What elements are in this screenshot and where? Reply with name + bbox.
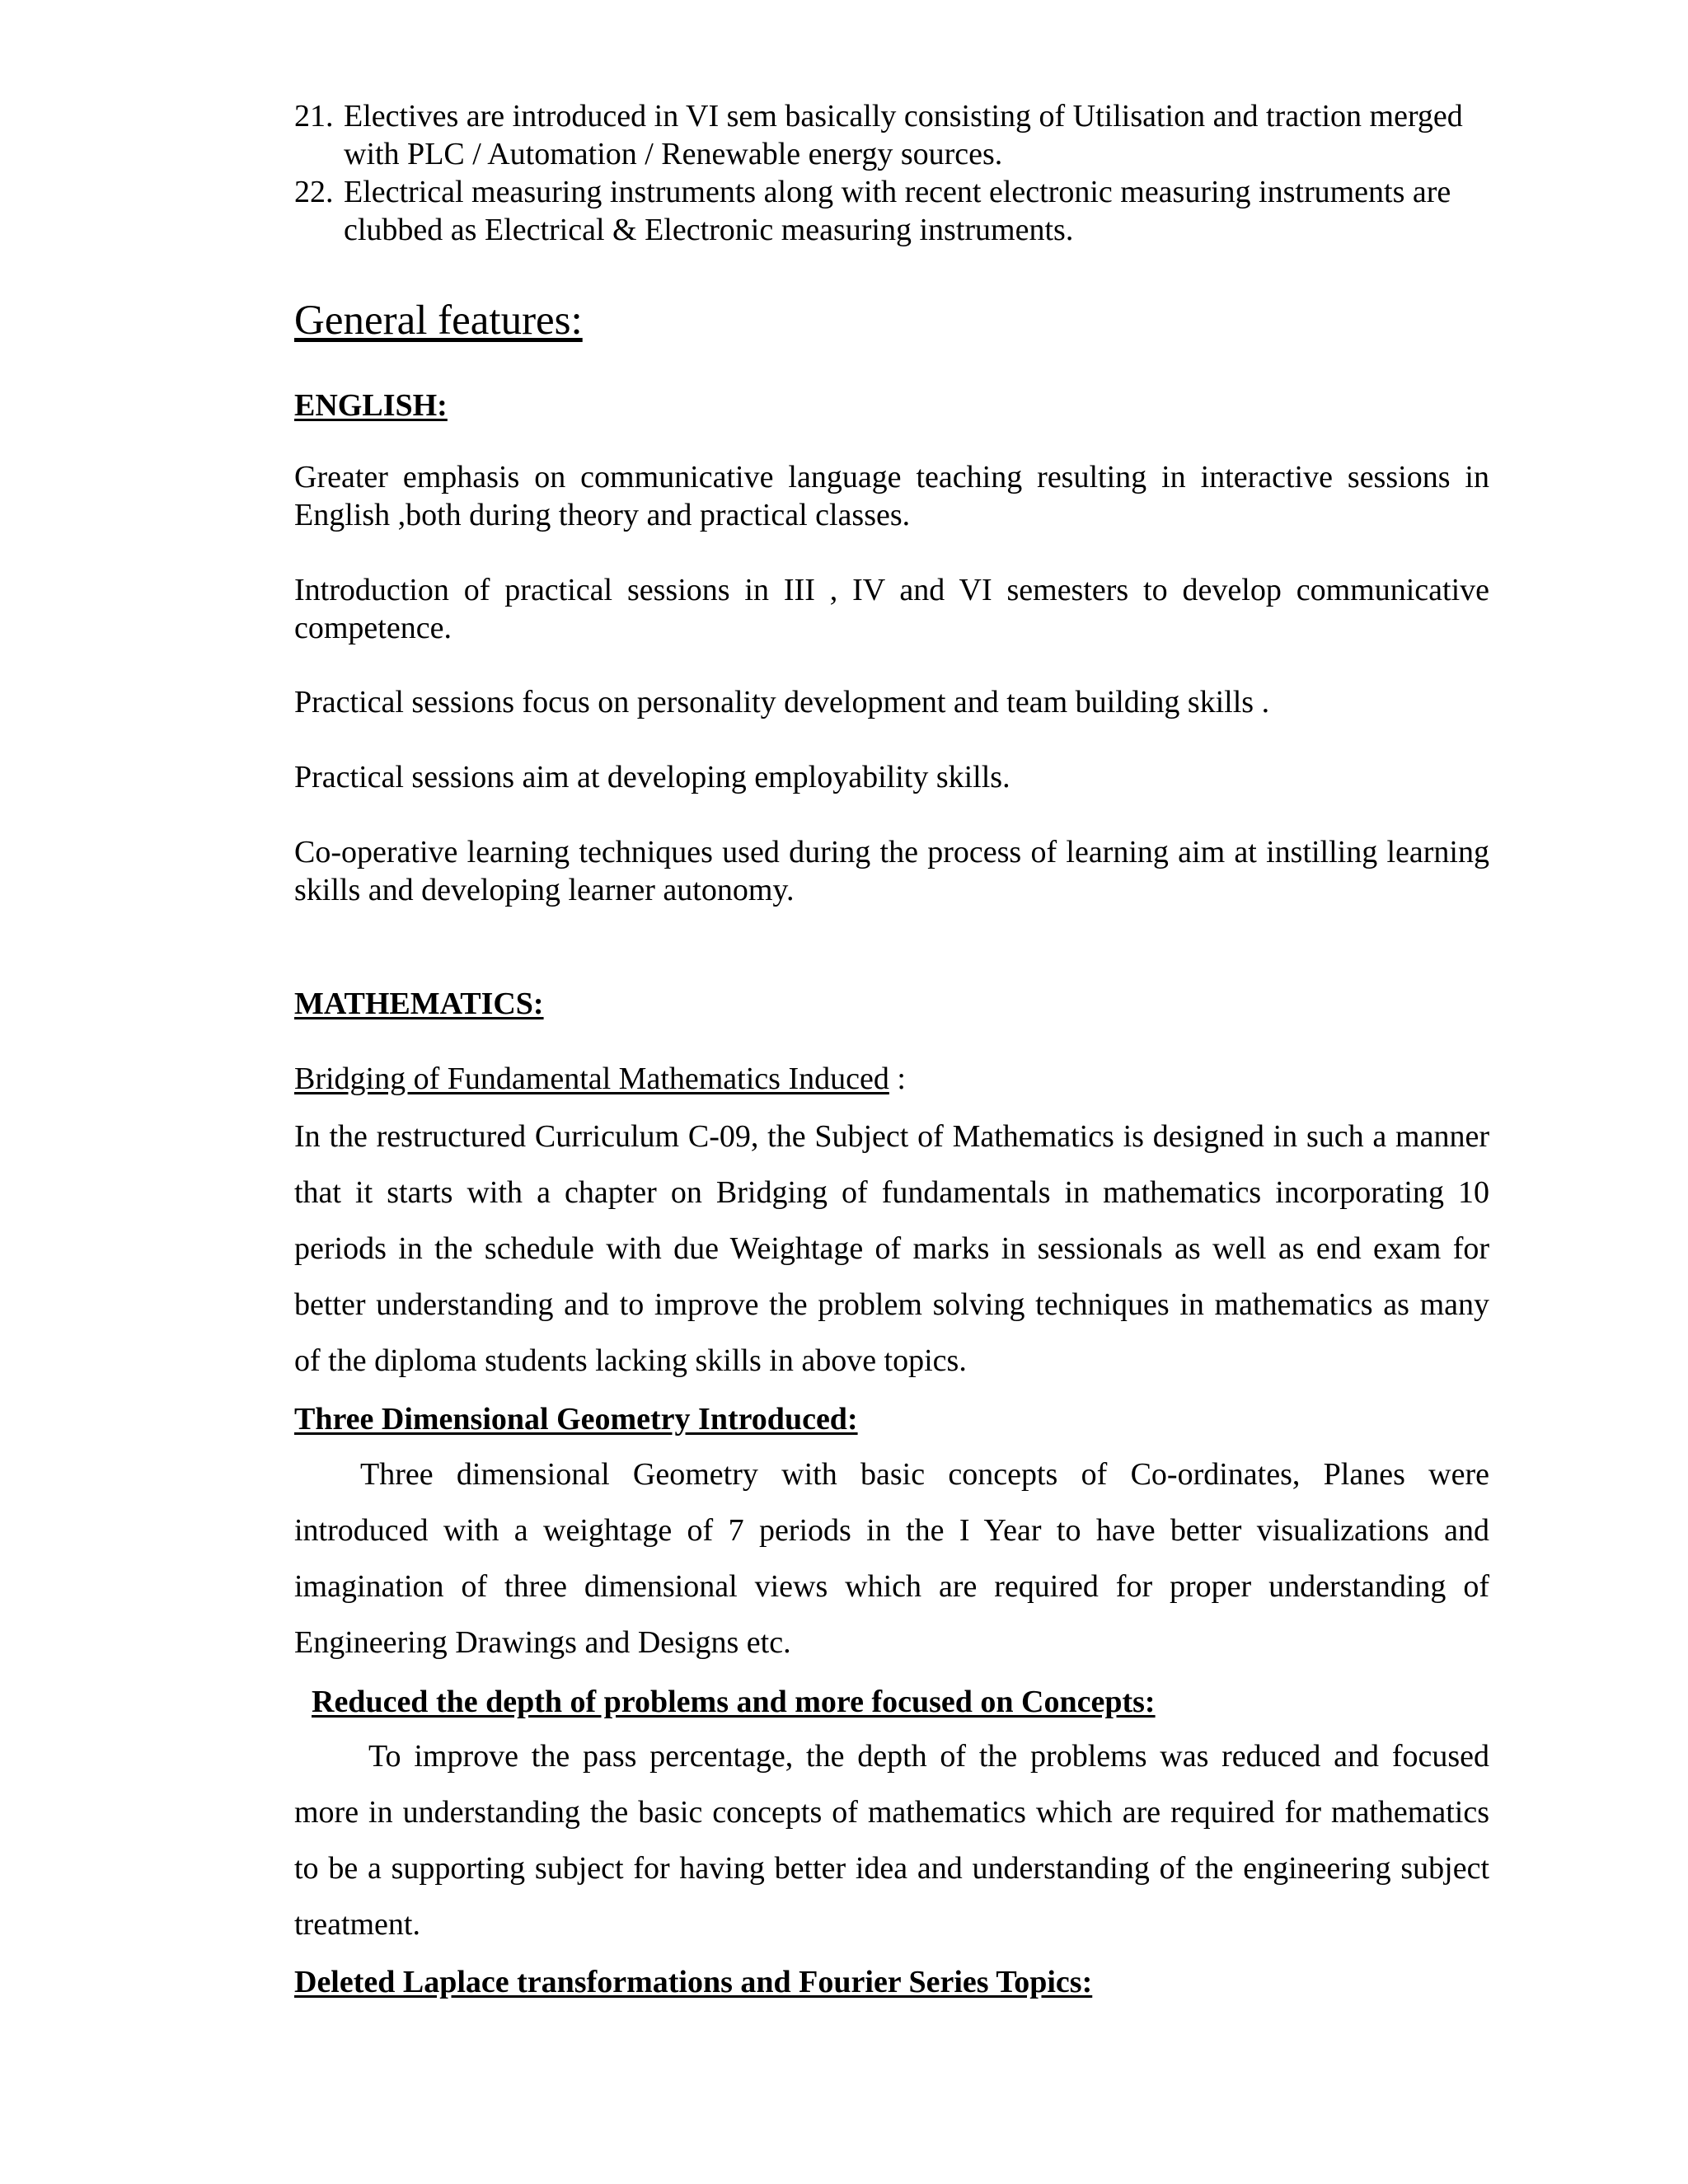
deleted-topics-heading: Deleted Laplace transformations and Fourier Series Topics: [294,1965,1093,1999]
bridging-heading-line [294,1060,1489,1098]
reduced-depth-heading: Reduced the depth of problems and more focused on Concepts: [312,1685,1156,1719]
english-paragraph: Practical sessions focus on personality development and team building skills . [294,685,1270,719]
mathematics-heading: MATHEMATICS: [294,987,544,1021]
english-heading: ENGLISH: [294,388,448,423]
reduced-depth-paragraph: To improve the pass percentage, the depth of the problems was reduced and focused more in understanding the basic concepts of mathematics which are required for mathematics to be a supporting subject for having better idea and understanding of the engineering subject treatment. [294,1739,1489,1942]
numbered-list [294,97,1489,249]
list-item-text: Electives are introduced in VI sem basically consisting of Utilisation and traction merged with PLC / Automation / Renewable energy sources. [344,99,1463,171]
english-paragraph: Co-operative learning techniques used during the process of learning aim at instilling learning skills and developing learner autonomy. [294,835,1489,907]
list-item-number: 21. [294,99,334,134]
three-d-geometry-paragraph: Three dimensional Geometry with basic concepts of Co-ordinates, Planes were introduced with a weightage of 7 periods in the I Year to have better visualizations and imagination of three dimensional views which are required for proper understanding of Engineering Drawings and Designs etc. [294,1457,1489,1660]
bridging-paragraph: In the restructured Curriculum C-09, the Subject of Mathematics is designed in such a manner that it starts with a chapter on Bridging of fundamentals in mathematics incorporating 10 periods in the schedule with due Weightage of marks in sessionals as well as end exam for better understanding and to improve the problem solving techniques in mathematics as many of the diploma students lacking skills in above topics. [294,1119,1489,1378]
bridging-colon: : [889,1062,906,1096]
bridging-heading: Bridging of Fundamental Mathematics Induced [294,1062,889,1096]
list-item-number: 22. [294,175,334,209]
list-item [294,97,1489,173]
list-item-text: Electrical measuring instruments along with recent electronic measuring instruments are clubbed as Electrical & Electronic measuring instruments. [344,175,1451,247]
three-d-geometry-heading: Three Dimensional Geometry Introduced: [294,1402,858,1436]
english-paragraph: Greater emphasis on communicative language teaching resulting in interactive sessions in English ,both during theory and practical classes. [294,460,1489,532]
english-paragraph: Practical sessions aim at developing employability skills. [294,760,1010,794]
list-item [294,173,1489,249]
general-features-heading: General features: [294,298,583,344]
english-paragraph: Introduction of practical sessions in III , IV and VI semesters to develop communicative competence. [294,573,1489,645]
